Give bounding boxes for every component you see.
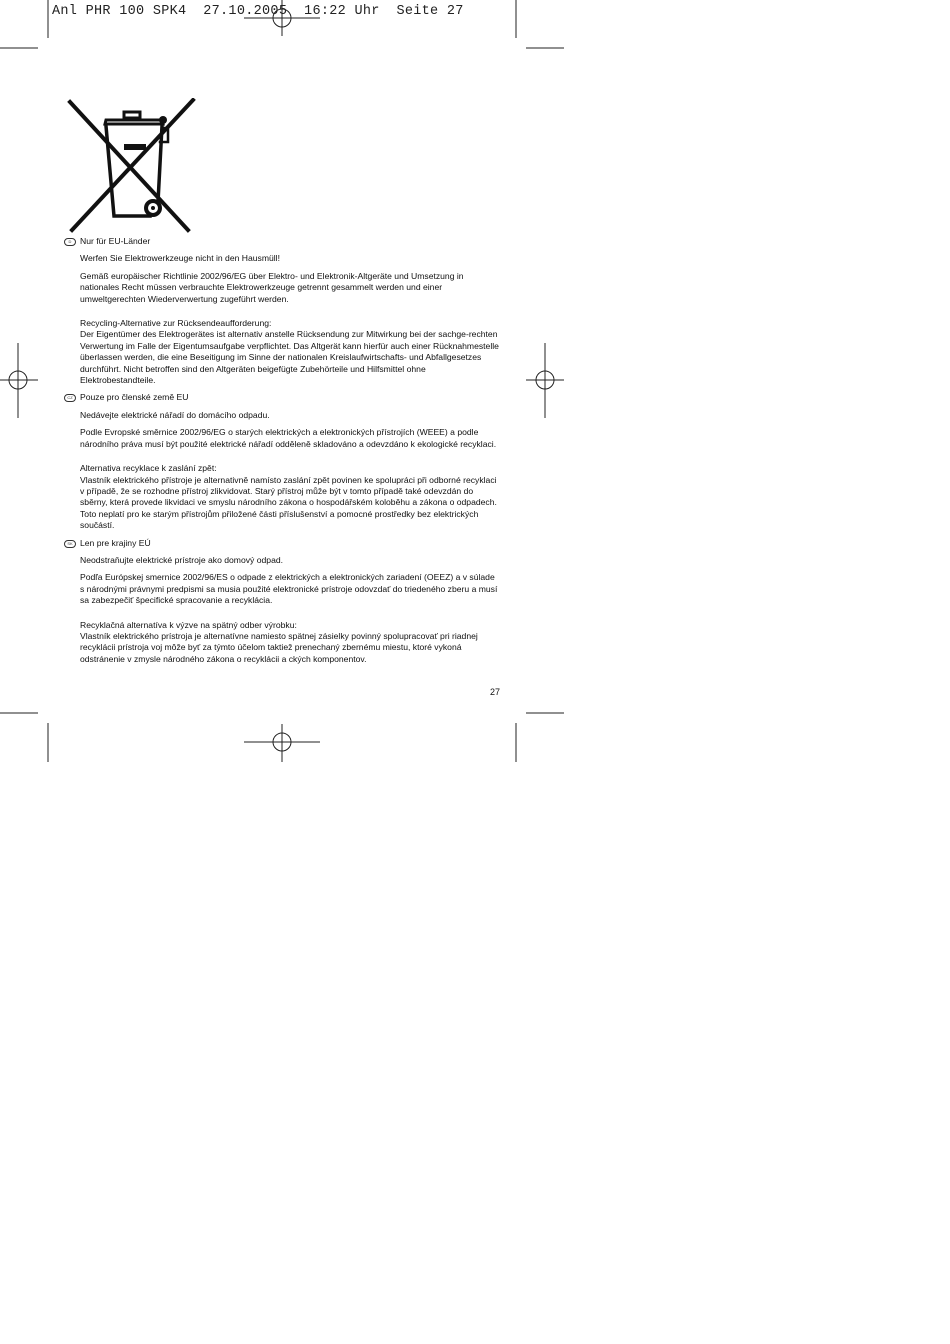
country-flag-badge: CZ [64,394,76,402]
section-sk [67,537,500,666]
registration-crosshair-icon [244,724,320,762]
section-heading: Nur für EU-Länder [80,236,151,246]
section-lead: Werfen Sie Elektrowerkzeuge nicht in den Hausmüll! [80,253,280,264]
country-flag-badge: D [64,238,76,246]
alternative-title: Recyklačná alternatíva k výzve na spätný odber výrobku: [80,619,297,630]
section-body: Podle Evropské směrnice 2002/96/EG o starých elektrických a elektronických přístrojích (WEEE) a podle národního práva musí být použité elektrické nářadí odděleně skladováno a odevzdáno k ekologické recyklaci. [80,427,497,449]
section-cz [67,392,500,531]
disposal-notice [67,236,500,671]
section-heading: Pouze pro členské země EU [80,392,189,403]
alternative-title: Recycling-Alternative zur Rücksendeaufforderung: [80,318,272,329]
alternative-body: Vlastník elektrického přístroje je alternativně namísto zaslání zpět povinen ke spolupráci při odborné recyklaci v případě, že se rozhodne přístroj zlikvidovat. Starý přístroj může být v tomto případě také odevzdán do sběrny, která provede likvidaci ve smyslu národního zákona o hospodářském koloběhu a zákona o odpadech. Toto neplatí pro ke starým přístrojům přiložené části příslušenství a pomocné prostředky bez elektrických součástí. [80,474,497,531]
alternative-title: Alternativa recyklace k zaslání zpět: [80,463,217,474]
country-flag-badge: SK [64,540,76,548]
page-number: 27 [490,687,501,697]
registration-crosshair-icon [244,0,320,36]
alternative-body: Der Eigentümer des Elektrogerätes ist alternativ anstelle Rücksendung zur Mitwirkung bei der sachge-rechten Verwertung im Falle der Eigentumsaufgabe verpflichtet. Das Altgerät kann hierfür auch einer Rücknahmestelle überlassen werden, die eine Beseitigung im Sinne der nationalen Kreislaufwirtschafts- und Abfallgesetzes durchführt. Nicht betroffen sind den Altgeräten beigefügte Zubehörteile und Hilfsmittel ohne Elektrobestandteile. [80,329,499,386]
registration-crosshair-icon [526,343,564,418]
section-lead: Nedávejte elektrické nářadí do domácího odpadu. [80,409,270,420]
alternative-body: Vlastník elektrického prístroja je alternatívne namiesto spätnej zásielky povinný spolupracovať pri riadnej recyklácii prístroja voj môže byť za týmto účelom taktiež prenechaný zbernému miestu, ktoré vykoná odstránenie v zmysle národného zákona o recyklácii a ckých komponentov. [80,630,478,664]
registration-crosshair-icon [0,343,38,418]
section-body: Gemäß europäischer Richtlinie 2002/96/EG über Elektro- und Elektronik-Altgeräte und Umsetzung in nationales Recht müssen verbrauchte Elektrowerkzeuge getrennt gesammelt werden und einer umweltgerechten Wiederverwertung zugeführt werden. [80,270,464,304]
section-de [68,236,500,386]
print-slug: Anl PHR 100 SPK4 27.10.2005 16:22 Uhr Seite 27 [52,4,464,19]
section-heading: Len pre krajiny EÚ [80,537,151,548]
crossed-out-wheelie-bin-icon [66,98,198,234]
section-lead: Neodstraňujte elektrické prístroje ako domový odpad. [80,554,284,565]
section-body: Podľa Európskej smernice 2002/96/ES o odpade z elektrických a elektronických zariadení (OEEZ) a v súlade s národnými právnymi predpismi sa musia použité elektronické prístroje odovzdať do triedeného zberu a musí sa zabezpečiť špecifické spracovanie a recyklácia. [80,572,498,606]
